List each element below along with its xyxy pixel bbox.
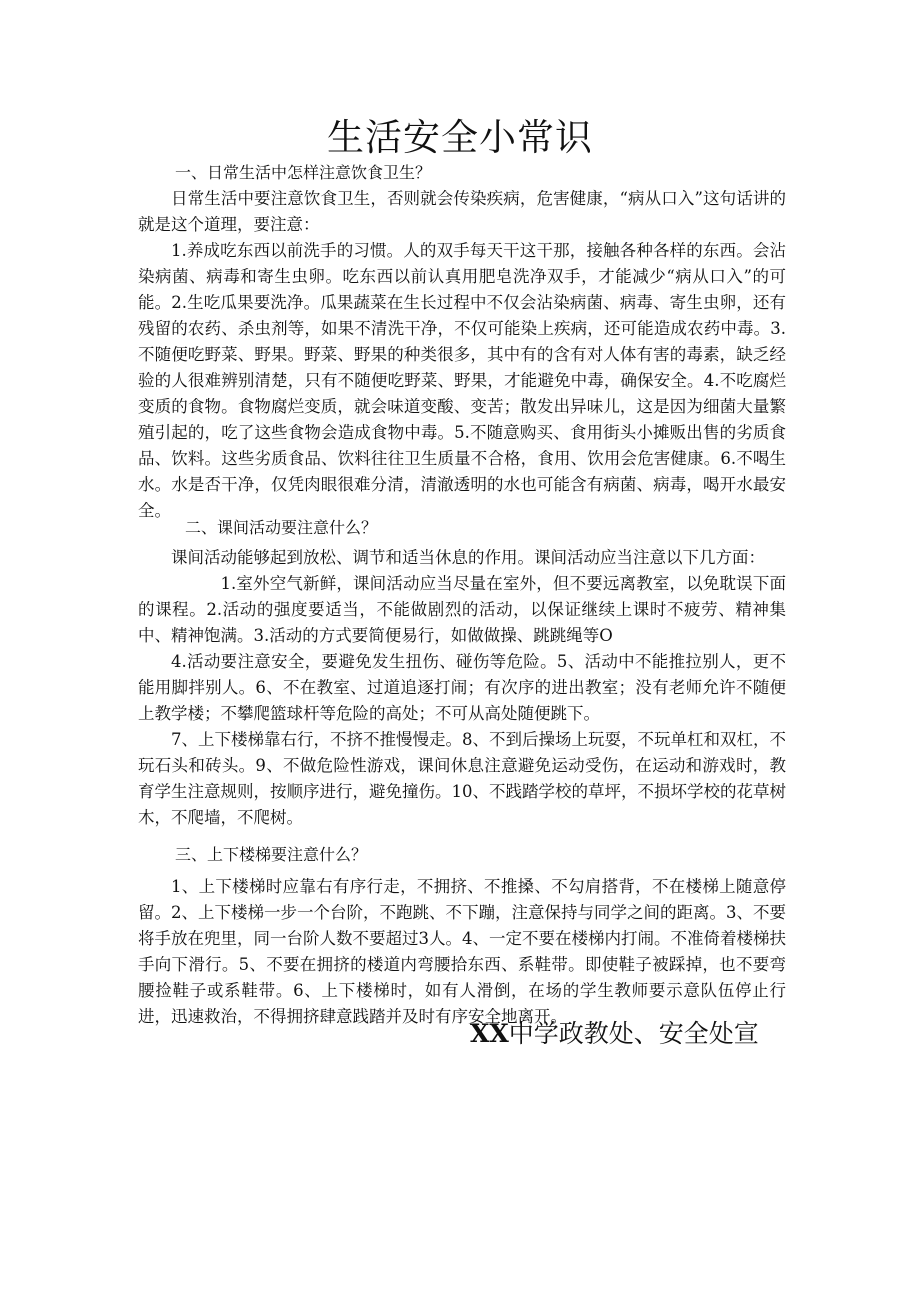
section-2-intro: 课间活动能够起到放松、调节和适当休息的作用。课间活动应当注意以下几方面： [171, 548, 765, 567]
section-2-block [138, 545, 786, 831]
section-2-heading: 二、课间活动要注意什么？ [185, 518, 378, 537]
section-3-heading: 三、上下楼梯要注意什么？ [175, 845, 368, 864]
section-2-para-3: 7、上下楼梯靠右行，不挤不推慢慢走。8、不到后操场上玩耍，不玩单杠和双杠，不玩石头和砖头。9、不做危险性游戏，课间休息注意避免运动受伤，在运动和游戏时，教育学生注意规则，按顺序进行，避免撞伤。10、不践踏学校的草坪，不损坏学校的花草树木，不爬墙，不爬树。 [138, 730, 786, 827]
section-2-para-1: 1.室外空气新鲜，课间活动应当尽量在室外，但不要远离教室，以免耽误下面的课程。2.活动的强度要适当，不能做剧烈的活动，以保证继续上课时不疲劳、精神集中、精神饱满。3.活动的方式要简便易行，如做做操、跳跳绳等O [138, 574, 786, 645]
section-1-intro: 日常生活中要注意饮食卫生，否则就会传染疾病，危害健康，“病从口入”这句话讲的就是这个道理，要注意： [138, 189, 786, 234]
signature-prefix: XX [470, 1019, 509, 1048]
section-3-block [138, 874, 786, 1030]
section-3-body: 1、上下楼梯时应靠右有序行走，不拥挤、不推搡、不勾肩搭背，不在楼梯上随意停留。2、上下楼梯一步一个台阶，不跑跳、不下蹦，注意保持与同学之间的距离。3、不要将手放在兜里，同一台阶人数不要超过3人。4、一定不要在楼梯内打闹。不准倚着楼梯扶手向下滑行。5、不要在拥挤的楼道内弯腰拾东西、系鞋带。即使鞋子被踩掉，也不要弯腰捡鞋子或系鞋带。6、上下楼梯时，如有人滑倒，在场的学生教师要示意队伍停止行进，迅速救治，不得拥挤肆意践踏并及时有序安全地离开。 [138, 877, 786, 1026]
section-2-para-2: 4.活动要注意安全，要避免发生扭伤、碰伤等危险。5、活动中不能推拉别人，更不能用脚拌别人。6、不在教室、过道追逐打闹；有次序的进出教室；没有老师允许不随便上教学楼；不攀爬篮球杆等危险的高处；不可从高处随便跳下。 [138, 652, 786, 723]
signature-line [470, 1016, 759, 1052]
section-1-block [138, 186, 786, 524]
document-title: 生活安全小常识 [327, 116, 593, 159]
section-1-body: 1.养成吃东西以前洗手的习惯。人的双手每天干这干那，接触各种各样的东西。会沾染病菌、病毒和寄生虫卵。吃东西以前认真用肥皂洗净双手，才能减少“病从口入”的可能。2.生吃瓜果要洗净。瓜果蔬菜在生长过程中不仅会沾染病菌、病毒、寄生虫卵，还有残留的农药、杀虫剂等，如果不清洗干净，不仅可能染上疾病，还可能造成农药中毒。3.不随便吃野菜、野果。野菜、野果的种类很多，其中有的含有对人体有害的毒素，缺乏经验的人很难辨别清楚，只有不随便吃野菜、野果，才能避免中毒，确保安全。4.不吃腐烂变质的食物。食物腐烂变质，就会味道变酸、变苦；散发出异味儿，这是因为细菌大量繁殖引起的，吃了这些食物会造成食物中毒。5.不随意购买、食用街头小摊贩出售的劣质食品、饮料。这些劣质食品、饮料往往卫生质量不合格，食用、饮用会危害健康。6.不喝生水。水是否干净，仅凭肉眼很难分清，清澈透明的水也可能含有病菌、病毒，喝开水最安全。 [138, 241, 786, 520]
section-1-heading: 一、日常生活中怎样注意饮食卫生？ [175, 163, 432, 182]
signature-text: 中学政教处、安全处宣 [508, 1019, 759, 1048]
